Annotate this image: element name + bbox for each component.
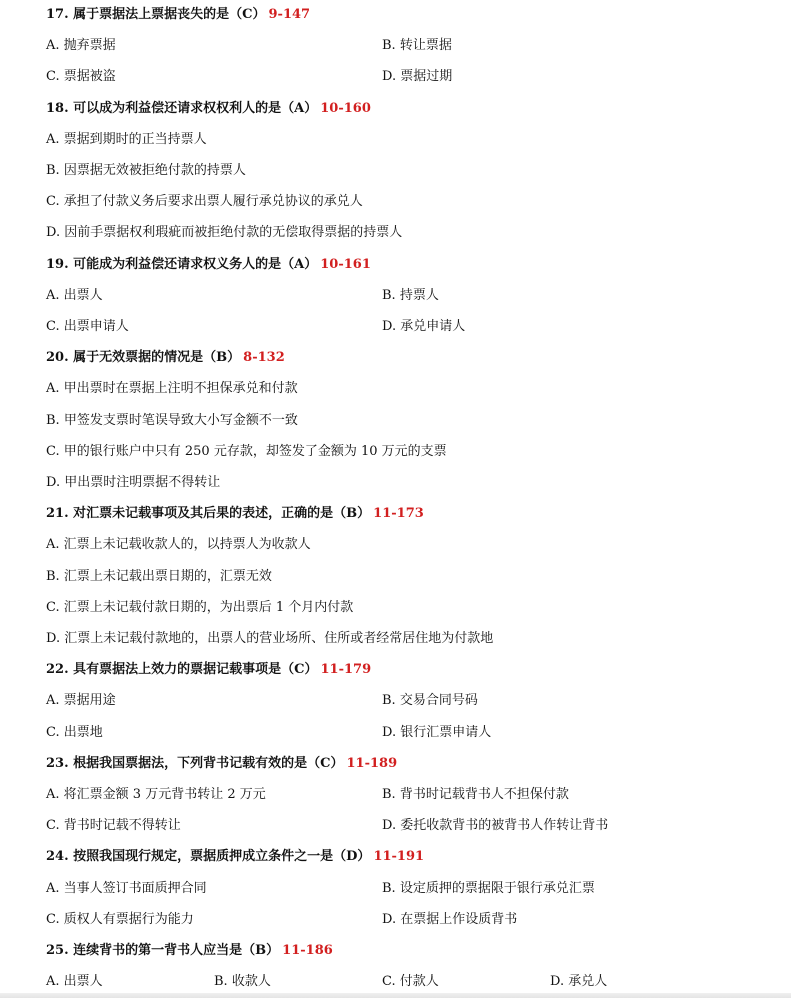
question-stem: 按照我国现行规定，票据质押成立条件之一是（D） <box>73 849 371 865</box>
question-stem-row <box>0 346 791 370</box>
option-row <box>0 627 791 651</box>
answer-option: B. 甲签发支票时笔误导致大小写金额不一致 <box>46 412 298 428</box>
question-stem: 可以成为利益偿还请求权权利人的是（A） <box>73 100 318 116</box>
question-stem-row <box>0 253 791 277</box>
question-heading <box>46 752 397 776</box>
option-row <box>0 721 791 745</box>
answer-option: C. 付款人 <box>382 974 439 990</box>
option-row <box>0 221 791 245</box>
answer-option: B. 背书时记载背书人不担保付款 <box>382 787 569 802</box>
option-row <box>0 284 791 308</box>
question-number: 22. <box>46 662 69 678</box>
answer-option: B. 因票据无效被拒绝付款的持票人 <box>46 163 246 178</box>
answer-option: A. 汇票上未记载收款人的，以持票人为收款人 <box>46 537 311 553</box>
answer-option: C. 质权人有票据行为能力 <box>46 911 194 927</box>
question-heading <box>46 3 310 27</box>
question-number: 20. <box>46 350 69 366</box>
question-number: 17. <box>46 7 69 22</box>
answer-option: D. 承兑人 <box>550 974 608 990</box>
option-row <box>0 440 791 464</box>
page-reference: 11-189 <box>346 755 398 771</box>
question-stem-row <box>0 752 791 776</box>
option-row <box>0 128 791 152</box>
question-stem: 根据我国票据法，下列背书记载有效的是（C） <box>73 755 344 771</box>
question-stem-row <box>0 502 791 526</box>
answer-option: D. 票据过期 <box>382 69 453 85</box>
answer-option: D. 因前手票据权利瑕疵而被拒绝付款的无偿取得票据的持票人 <box>46 225 403 241</box>
option-row <box>0 814 791 838</box>
page-reference: 9-147 <box>268 7 311 22</box>
question-heading <box>46 346 285 370</box>
option-row <box>0 970 791 994</box>
option-row <box>0 596 791 620</box>
page-reference: 10-160 <box>320 100 371 116</box>
answer-option: B. 交易合同号码 <box>382 693 478 709</box>
question-stem-row <box>0 3 791 27</box>
option-row <box>0 908 791 932</box>
question-stem-row <box>0 939 791 963</box>
question-heading <box>46 658 371 682</box>
answer-option: A. 抛弃票据 <box>46 38 116 54</box>
answer-option: D. 委托收款背书的被背书人作转让背书 <box>382 818 609 834</box>
answer-option: C. 出票申请人 <box>46 319 129 334</box>
answer-option: B. 汇票上未记载出票日期的，汇票无效 <box>46 568 272 584</box>
answer-option: B. 收款人 <box>214 974 271 990</box>
option-row <box>0 159 791 183</box>
answer-option: A. 甲出票时在票据上注明不担保承兑和付款 <box>46 381 298 397</box>
page-reference: 8-132 <box>243 350 285 366</box>
option-row <box>0 877 791 901</box>
option-row <box>0 34 791 58</box>
page-bottom-edge <box>0 993 791 998</box>
answer-option: C. 甲的银行账户中只有 250 元存款，却签发了金额为 10 万元的支票 <box>46 443 447 459</box>
option-row <box>0 565 791 589</box>
question-number: 21. <box>46 506 69 522</box>
answer-option: C. 背书时记载不得转让 <box>46 818 181 834</box>
question-stem: 对汇票未记载事项及其后果的表述，正确的是（B） <box>73 506 371 522</box>
answer-option: C. 票据被盗 <box>46 69 116 85</box>
answer-option: D. 甲出票时注明票据不得转让 <box>46 475 221 490</box>
page-reference: 11-191 <box>373 849 425 865</box>
question-number: 25. <box>46 943 69 958</box>
question-number: 23. <box>46 755 69 771</box>
option-row <box>0 315 791 339</box>
answer-option: A. 出票人 <box>46 287 103 303</box>
page-reference: 10-161 <box>320 256 371 272</box>
question-stem-row <box>0 97 791 121</box>
answer-option: B. 转让票据 <box>382 38 452 54</box>
answer-option: A. 出票人 <box>46 974 103 990</box>
question-stem: 属于无效票据的情况是（B） <box>73 350 241 366</box>
answer-option: A. 票据到期时的正当持票人 <box>46 131 207 147</box>
option-row <box>0 377 791 401</box>
answer-option: A. 将汇票金额 3 万元背书转让 2 万元 <box>46 787 266 802</box>
answer-option: C. 出票地 <box>46 724 103 740</box>
question-stem: 可能成为利益偿还请求权义务人的是（A） <box>73 256 318 272</box>
option-row <box>0 783 791 807</box>
answer-option: C. 汇票上未记载付款日期的，为出票后 1 个月内付款 <box>46 599 354 615</box>
answer-option: A. 当事人签订书面质押合同 <box>46 880 207 896</box>
question-heading <box>46 939 333 963</box>
answer-option: C. 承担了付款义务后要求出票人履行承兑协议的承兑人 <box>46 194 363 210</box>
question-heading <box>46 845 424 869</box>
question-stem-row <box>0 845 791 869</box>
answer-option: D. 汇票上未记载付款地的，出票人的营业场所、住所或者经常居住地为付款地 <box>46 631 494 646</box>
question-number: 24. <box>46 849 69 865</box>
answer-option: B. 持票人 <box>382 287 439 303</box>
question-number: 18. <box>46 100 69 116</box>
answer-option: D. 承兑申请人 <box>382 319 466 334</box>
answer-option: D. 银行汇票申请人 <box>382 724 492 740</box>
question-heading <box>46 502 424 526</box>
question-stem: 属于票据法上票据丧失的是（C） <box>73 7 266 22</box>
option-row <box>0 190 791 214</box>
page-reference: 11-179 <box>320 662 372 678</box>
option-row <box>0 471 791 495</box>
question-stem-row <box>0 658 791 682</box>
question-heading <box>46 97 371 121</box>
question-number: 19. <box>46 256 69 272</box>
page-reference: 11-186 <box>282 943 333 958</box>
question-stem: 具有票据法上效力的票据记载事项是（C） <box>73 662 318 678</box>
answer-option: A. 票据用途 <box>46 693 116 709</box>
question-heading <box>46 253 371 277</box>
question-stem: 连续背书的第一背书人应当是（B） <box>73 943 280 958</box>
option-row <box>0 533 791 557</box>
option-row <box>0 689 791 713</box>
answer-option: D. 在票据上作设质背书 <box>382 911 518 927</box>
option-row <box>0 409 791 433</box>
answer-option: B. 设定质押的票据限于银行承兑汇票 <box>382 880 595 896</box>
option-row <box>0 65 791 89</box>
page-reference: 11-173 <box>373 506 424 522</box>
